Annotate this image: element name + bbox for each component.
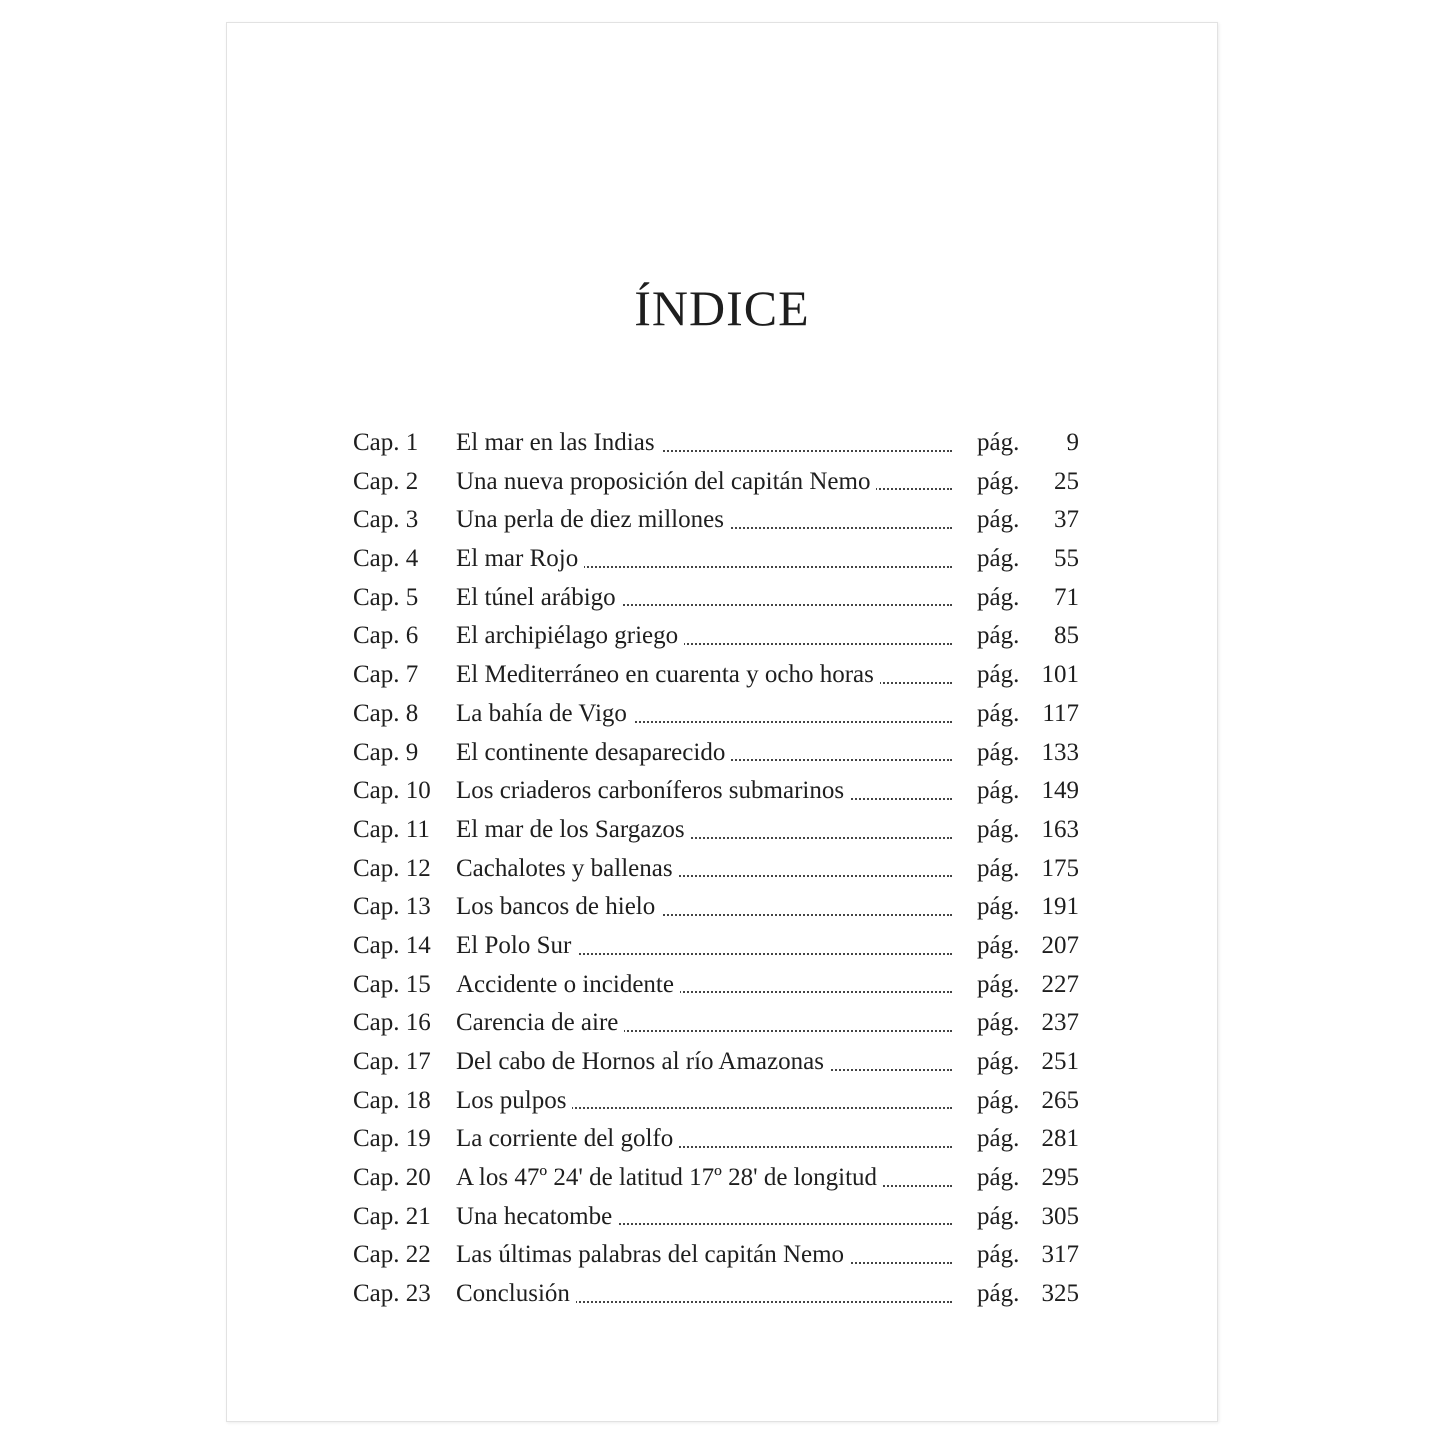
chapter-number: Cap. 19 (353, 1125, 431, 1153)
chapter-title: La corriente del golfo (456, 1125, 679, 1152)
chapter-number: Cap. 10 (353, 777, 431, 805)
chapter-number: Cap. 17 (353, 1048, 431, 1075)
chapter-title: El mar Rojo (456, 545, 584, 572)
page-number: 325 (1041, 1280, 1079, 1308)
page-abbrev: pág. (977, 815, 1020, 843)
chapter-title: Una hecatombe (456, 1203, 618, 1230)
toc-row (353, 1198, 1083, 1237)
page-abbrev: pág. (977, 622, 1020, 650)
chapter-title: El Polo Sur (456, 932, 577, 959)
chapter-entry (456, 540, 952, 579)
page-number: 305 (1041, 1202, 1079, 1230)
chapter-number: Cap. 2 (353, 467, 419, 495)
chapter-number: Cap. 4 (353, 545, 419, 573)
page-number: 227 (1041, 970, 1079, 998)
toc-row (353, 695, 1083, 734)
page-number: 71 (1054, 583, 1079, 611)
toc-row (353, 734, 1083, 773)
chapter-entry (456, 501, 952, 540)
page-number: 55 (1054, 545, 1079, 573)
chapter-title: El archipiélago griego (456, 622, 684, 649)
page-number: 175 (1041, 854, 1079, 882)
page-abbrev: pág. (977, 738, 1020, 766)
chapter-entry (456, 695, 952, 734)
toc-row (353, 424, 1083, 463)
toc-row (353, 579, 1083, 618)
chapter-number: Cap. 22 (353, 1241, 431, 1269)
page-number: 37 (1054, 506, 1079, 534)
chapter-number: Cap. 7 (353, 661, 419, 689)
chapter-number: Cap. 15 (353, 970, 431, 998)
chapter-entry (456, 1159, 952, 1198)
page-number: 85 (1054, 622, 1079, 650)
page-number: 207 (1041, 931, 1079, 959)
chapter-number: Cap. 18 (353, 1086, 431, 1114)
page-number: 117 (1042, 699, 1079, 727)
table-of-contents (353, 424, 1083, 1314)
chapter-title: Carencia de aire (456, 1009, 624, 1036)
page-abbrev: pág. (977, 1048, 1020, 1075)
page-abbrev: pág. (977, 1280, 1020, 1308)
chapter-number: Cap. 12 (353, 854, 431, 882)
toc-row (353, 1275, 1083, 1314)
page-abbrev: pág. (977, 1125, 1020, 1153)
page-number: 317 (1041, 1241, 1079, 1269)
chapter-number: Cap. 6 (353, 622, 419, 650)
chapter-title: Del cabo de Hornos al río Amazonas (456, 1048, 830, 1075)
book-page (226, 22, 1218, 1422)
toc-row (353, 540, 1083, 579)
chapter-title: El continente desaparecido (456, 739, 731, 766)
chapter-entry (456, 1043, 952, 1082)
chapter-entry (456, 579, 952, 618)
toc-row (353, 656, 1083, 695)
chapter-number: Cap. 21 (353, 1202, 431, 1230)
toc-row (353, 1082, 1083, 1121)
toc-row (353, 850, 1083, 889)
page-abbrev: pág. (977, 429, 1020, 456)
page-abbrev: pág. (977, 1241, 1020, 1269)
chapter-entry (456, 1198, 952, 1237)
page-number: 281 (1041, 1125, 1079, 1153)
chapter-entry (456, 656, 952, 695)
page-title: ÍNDICE (634, 280, 810, 336)
page-number: 191 (1041, 893, 1079, 921)
page-number: 251 (1041, 1048, 1079, 1075)
toc-row (353, 1004, 1083, 1043)
chapter-number: Cap. 23 (353, 1280, 431, 1308)
chapter-number: Cap. 16 (353, 1009, 431, 1037)
page-number: 163 (1041, 815, 1079, 843)
chapter-title: El túnel arábigo (456, 584, 622, 611)
page-abbrev: pág. (977, 1009, 1020, 1037)
page-abbrev: pág. (977, 970, 1020, 998)
chapter-title: Los criaderos carboníferos submarinos (456, 777, 850, 804)
chapter-number: Cap. 20 (353, 1164, 431, 1192)
page-number: 133 (1041, 738, 1079, 766)
chapter-entry (456, 1120, 952, 1159)
chapter-entry (456, 850, 952, 889)
chapter-number: Cap. 3 (353, 506, 419, 534)
chapter-number: Cap. 9 (353, 738, 419, 766)
toc-row (353, 1043, 1083, 1082)
chapter-title: El Mediterráneo en cuarenta y ocho horas (456, 661, 880, 688)
page-number: 101 (1041, 661, 1079, 689)
page-abbrev: pág. (977, 1202, 1020, 1230)
chapter-entry (456, 617, 952, 656)
page-number: 295 (1041, 1164, 1079, 1192)
toc-row (353, 463, 1083, 502)
chapter-number: Cap. 13 (353, 893, 431, 921)
chapter-title: Cachalotes y ballenas (456, 855, 679, 882)
chapter-entry (456, 463, 952, 502)
page-number: 9 (1066, 429, 1079, 456)
chapter-entry (456, 772, 952, 811)
chapter-number: Cap. 8 (353, 699, 419, 727)
chapter-entry (456, 1275, 952, 1314)
toc-row (353, 1159, 1083, 1198)
chapter-title: Los bancos de hielo (456, 893, 661, 920)
chapter-entry (456, 888, 952, 927)
page-number: 149 (1041, 777, 1079, 805)
page-number: 237 (1041, 1009, 1079, 1037)
chapter-title: Las últimas palabras del capitán Nemo (456, 1241, 850, 1268)
page-number: 265 (1041, 1086, 1079, 1114)
page-abbrev: pág. (977, 467, 1020, 495)
page-abbrev: pág. (977, 1086, 1020, 1114)
page-number: 25 (1054, 467, 1079, 495)
page-abbrev: pág. (977, 931, 1020, 959)
chapter-entry (456, 927, 952, 966)
chapter-entry (456, 734, 952, 773)
chapter-entry (456, 1004, 952, 1043)
page-abbrev: pág. (977, 506, 1020, 534)
toc-row (353, 1120, 1083, 1159)
chapter-title: Conclusión (456, 1280, 576, 1307)
toc-row (353, 617, 1083, 656)
chapter-entry (456, 811, 952, 850)
chapter-title: El mar de los Sargazos (456, 816, 691, 843)
chapter-number: Cap. 11 (353, 815, 430, 843)
chapter-number: Cap. 5 (353, 583, 419, 611)
chapter-entry (456, 1236, 952, 1275)
toc-row (353, 811, 1083, 850)
chapter-title: La bahía de Vigo (456, 700, 633, 727)
toc-row (353, 772, 1083, 811)
page-abbrev: pág. (977, 777, 1020, 805)
chapter-title: Una nueva proposición del capitán Nemo (456, 468, 876, 495)
toc-row (353, 966, 1083, 1005)
chapter-entry (456, 424, 952, 463)
chapter-title: Una perla de diez millones (456, 506, 730, 533)
toc-row (353, 888, 1083, 927)
page-abbrev: pág. (977, 699, 1020, 727)
chapter-number: Cap. 1 (353, 429, 419, 456)
page-abbrev: pág. (977, 893, 1020, 921)
chapter-entry (456, 966, 952, 1005)
toc-row (353, 501, 1083, 540)
chapter-title: Accidente o incidente (456, 971, 680, 998)
page-abbrev: pág. (977, 1164, 1020, 1192)
toc-row (353, 1236, 1083, 1275)
chapter-entry (456, 1082, 952, 1121)
chapter-title: Los pulpos (456, 1087, 572, 1114)
page-abbrev: pág. (977, 854, 1020, 882)
toc-row (353, 927, 1083, 966)
page-abbrev: pág. (977, 661, 1020, 689)
chapter-title: A los 47º 24' de latitud 17º 28' de longitud (456, 1164, 883, 1191)
page-abbrev: pág. (977, 583, 1020, 611)
chapter-title: El mar en las Indias (456, 429, 661, 456)
page-abbrev: pág. (977, 545, 1020, 573)
chapter-number: Cap. 14 (353, 931, 431, 959)
